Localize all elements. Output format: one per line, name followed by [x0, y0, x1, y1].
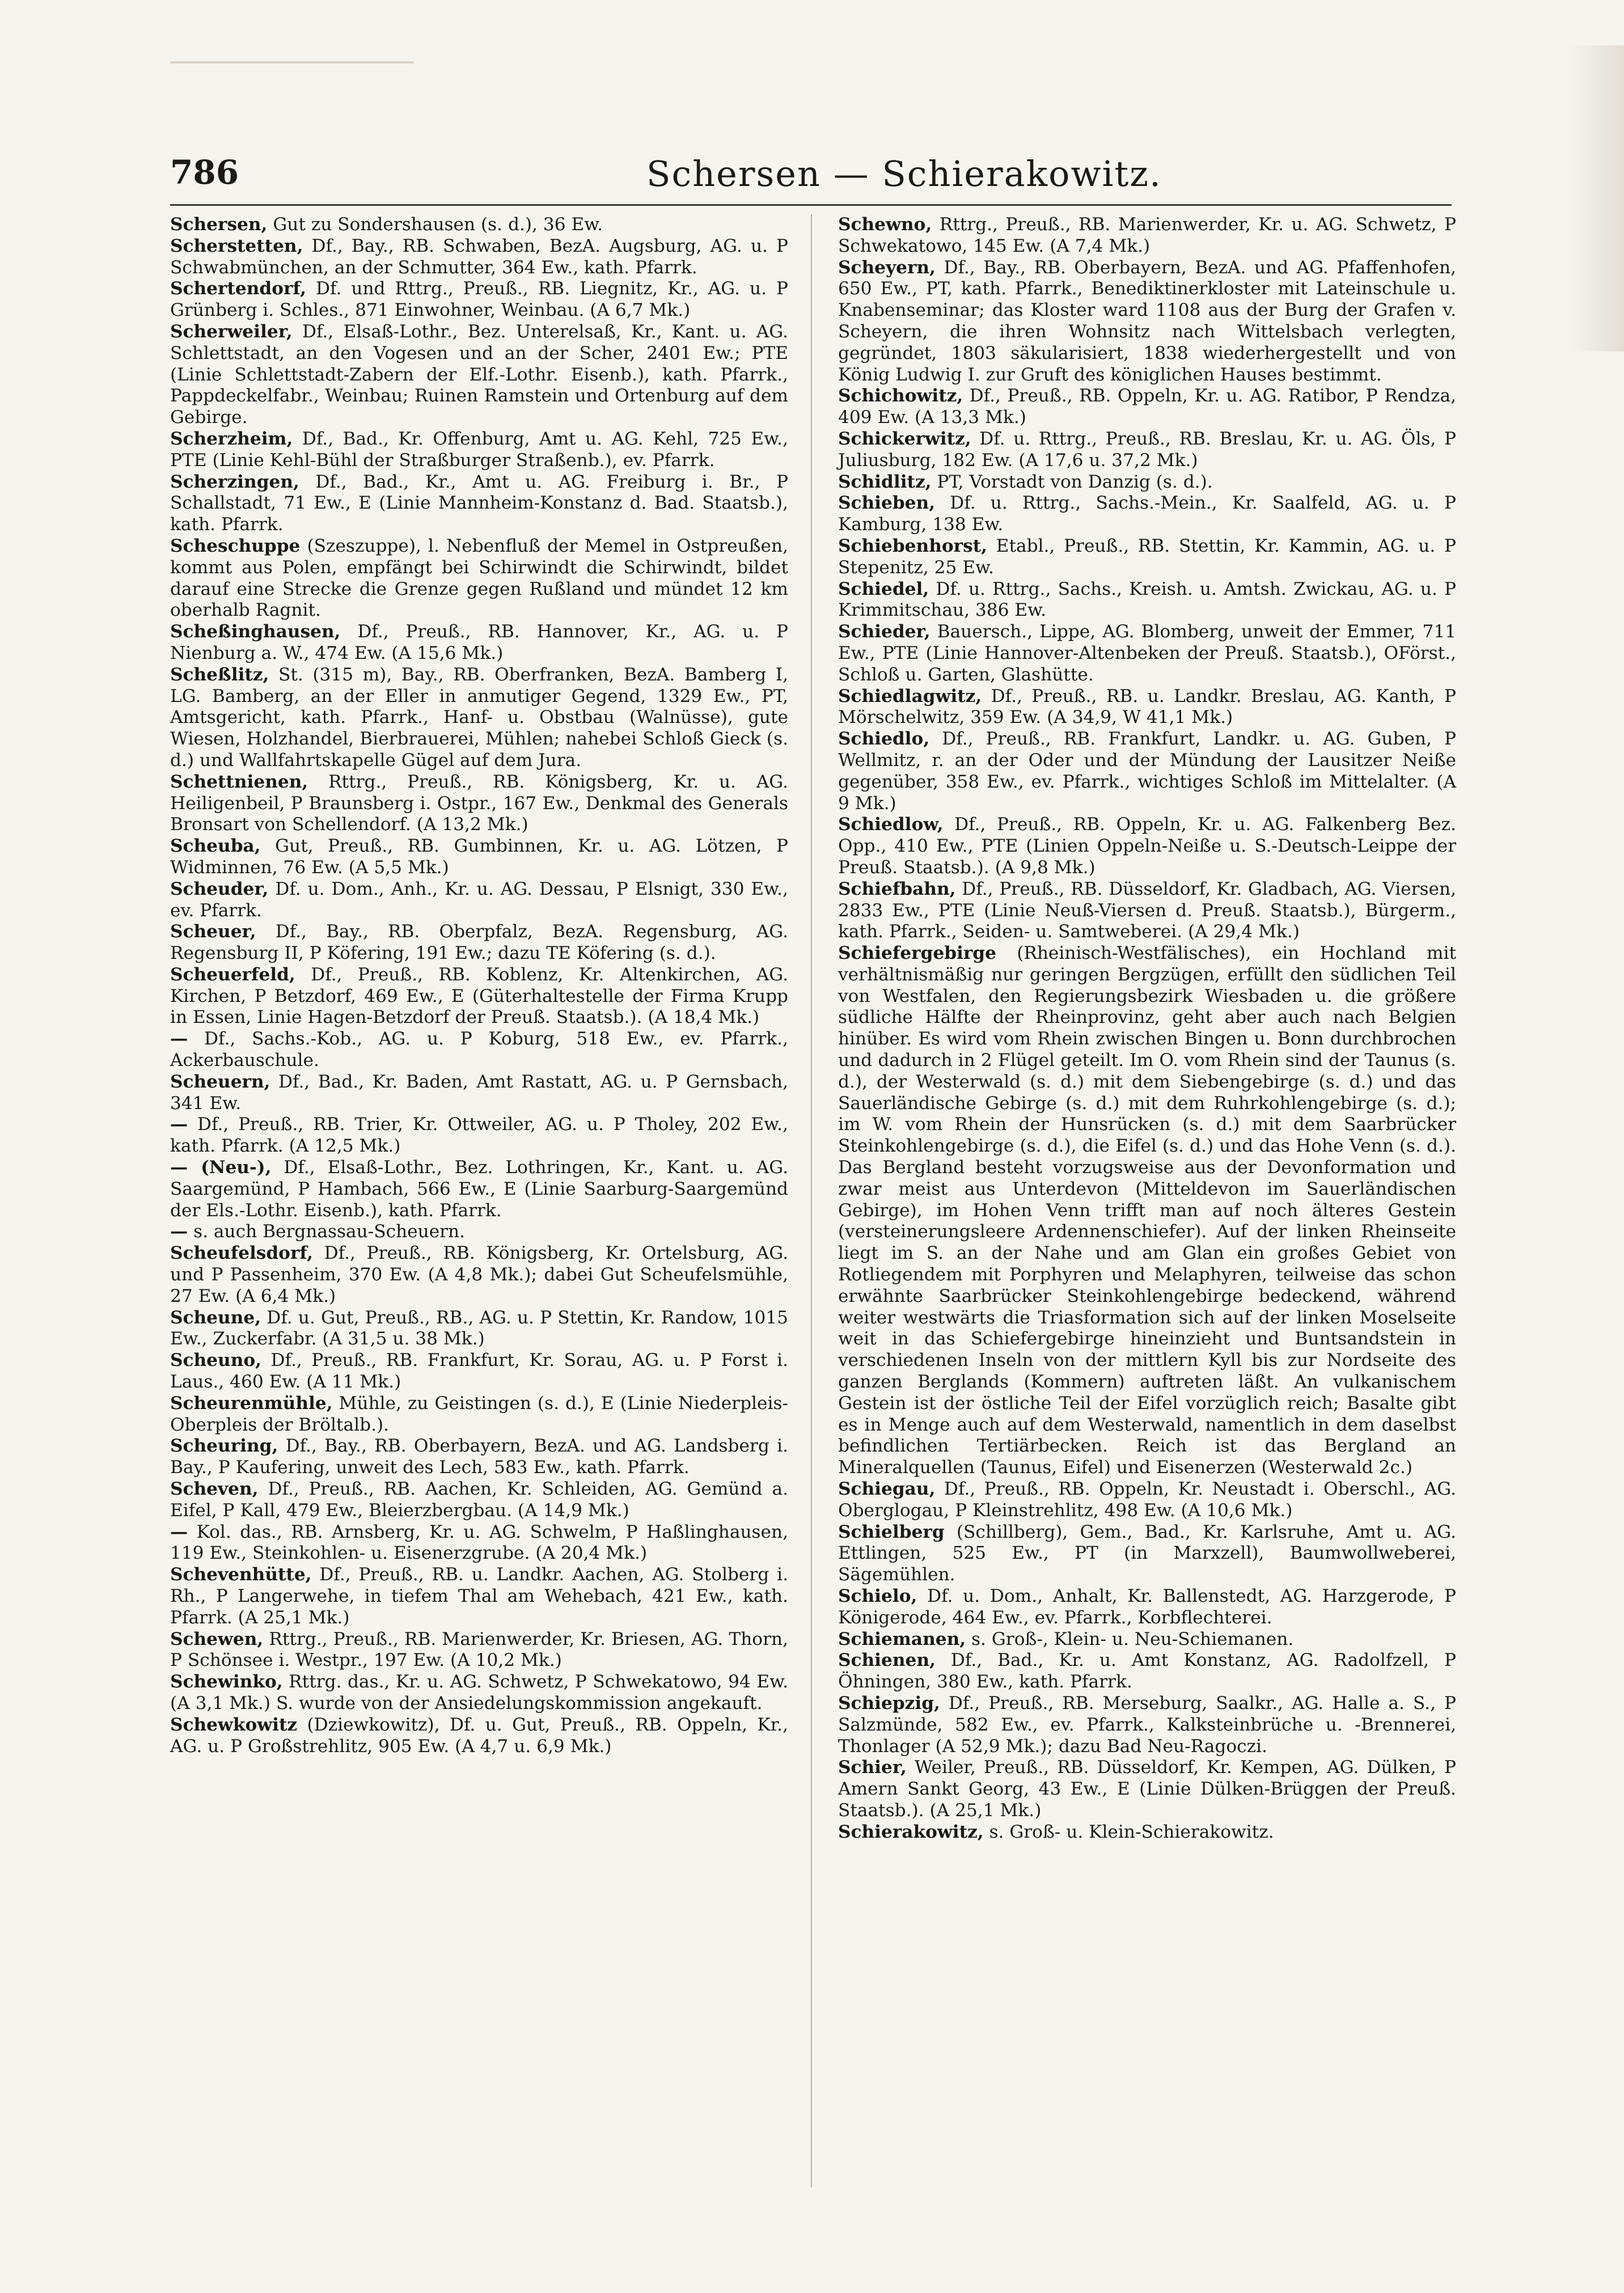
dictionary-entry: [170, 536, 788, 621]
dictionary-entry: [170, 1029, 788, 1072]
entry-text: Df., Preuß., RB. Frankfurt, Kr. Sorau, AG. u. P Forst i. Laus., 460 Ew. (A 11 Mk.): [170, 1350, 788, 1393]
dictionary-entry: [170, 1350, 788, 1393]
entry-text: Df., Bay., RB. Oberbayern, BezA. und AG. Landsberg i. Bay., P Kaufering, unweit des Lech, 583 Ew., kath. Pfarrk.: [170, 1436, 788, 1478]
entry-term: Scheuer,: [170, 921, 256, 942]
entry-text: Df., Preuß., RB. Trier, Kr. Ottweiler, AG. u. P Tholey, 202 Ew., kath. Pfarrk. (A 12,5 Mk.): [170, 1114, 788, 1157]
dictionary-entry: [838, 1479, 1456, 1522]
entry-text: Df., Elsaß-Lothr., Bez. Unterelsaß, Kr., Kant. u. AG. Schlettstadt, an den Vogesen und an der Scher, 2401 Ew.; PTE (Linie Schlettstadt-Zabern der Elf.-Lothr. Eisenb.), kath. Pfarrk., Pappdeckelfabr., Weinbau; Ruinen Ramstein und Ortenburg auf dem Gebirge.: [170, 321, 788, 428]
entry-text: Bauersch., Lippe, AG. Blomberg, unweit der Emmer, 711 Ew., PTE (Linie Hannover-Altenbeken der Preuß. Staatsb.), OFörst., Schloß u. Garten, Glashütte.: [838, 621, 1456, 685]
entry-term: Scheßinghausen,: [170, 621, 341, 642]
entry-text: Df. u. Rttrg., Preuß., RB. Breslau, Kr. u. AG. Öls, P Juliusburg, 182 Ew. (A 17,6 u. 37,2 Mk.): [838, 428, 1456, 471]
dictionary-entry: [838, 1629, 1456, 1651]
dictionary-entry: [170, 964, 788, 1029]
dictionary-entry: [838, 1757, 1456, 1821]
entry-text: Df., Preuß., RB. Koblenz, Kr. Altenkirchen, AG. Kirchen, P Betzdorf, 469 Ew., E (Güterhaltestelle der Firma Krupp in Essen, Linie Hagen-Betzdorf der Preuß. Staatsb.). (A 18,4 Mk.): [170, 964, 788, 1028]
dictionary-entry: [170, 1308, 788, 1351]
entry-term: — (Neu-),: [170, 1157, 272, 1178]
entry-text: Gut zu Sondershausen (s. d.), 36 Ew.: [267, 214, 603, 235]
dictionary-entry: [838, 1522, 1456, 1586]
entry-term: Schierakowitz,: [838, 1821, 984, 1842]
dictionary-entry: [170, 836, 788, 879]
entry-text: s. Groß- u. Klein-Schierakowitz.: [983, 1821, 1274, 1842]
dictionary-entry: [838, 386, 1456, 429]
entry-term: Schiedlow,: [838, 814, 944, 835]
entry-term: Schielo,: [838, 1586, 917, 1606]
entry-term: Schickerwitz,: [838, 428, 971, 449]
dictionary-entry: [838, 536, 1456, 579]
entry-term: Schiedlagwitz,: [838, 686, 982, 706]
entry-text: Df., Preuß., RB. Merseburg, Saalkr., AG. Halle a. S., P Salzmünde, 582 Ew., ev. Pfarrk., Kalksteinbrüche u. -Brennerei, Thonlager (A 52,9 Mk.); dazu Bad Neu-Ragoczi.: [838, 1693, 1456, 1757]
entry-text: Df. u. Rttrg., Sachs., Kreish. u. Amtsh. Zwickau, AG. u. P Krimmitschau, 386 Ew.: [838, 578, 1456, 621]
entry-term: Schichowitz,: [838, 386, 963, 407]
entry-term: Scherzingen,: [170, 471, 299, 492]
entry-term: Schienen,: [838, 1650, 936, 1671]
entry-term: Scheurenmühle,: [170, 1393, 333, 1414]
entry-term: Schiefbahn,: [838, 878, 956, 899]
entry-text: Gut, Preuß., RB. Gumbinnen, Kr. u. AG. Lötzen, P Widminnen, 76 Ew. (A 5,5 Mk.): [170, 836, 788, 878]
entry-term: Schertendorf,: [170, 278, 307, 299]
dictionary-entry: [170, 1114, 788, 1157]
entry-text: Df., Preuß., RB. Oppeln, Kr. u. AG. Ratibor, P Rendza, 409 Ew. (A 13,3 Mk.): [838, 386, 1456, 428]
entry-term: Scheuba,: [170, 836, 261, 857]
entry-term: Schiemanen,: [838, 1628, 966, 1649]
entry-term: Scheschuppe: [170, 535, 301, 556]
entry-term: Schewno,: [838, 214, 932, 235]
dictionary-entry: [170, 1221, 788, 1243]
entry-text: s. auch Bergnassau-Scheuern.: [188, 1221, 466, 1242]
entry-term: Schewkowitz: [170, 1714, 298, 1735]
entry-term: Schersen,: [170, 214, 268, 235]
dictionary-entry: [170, 1436, 788, 1479]
dictionary-entry: [838, 257, 1456, 386]
entry-term: Schier,: [838, 1757, 907, 1778]
dictionary-entry: [170, 1522, 788, 1565]
entry-term: Scheßlitz,: [170, 664, 269, 685]
entry-term: —: [170, 1221, 188, 1242]
entry-term: Scheuno,: [170, 1350, 262, 1371]
dictionary-entry: [170, 1564, 788, 1628]
entry-text: Df., Bad., Kr. Baden, Amt Rastatt, AG. u. P Gernsbach, 341 Ew.: [170, 1071, 788, 1114]
entry-term: Scheyern,: [838, 257, 936, 278]
dictionary-entry: [170, 879, 788, 922]
entry-term: Scherweiler,: [170, 321, 293, 342]
entry-term: Scherstetten,: [170, 235, 303, 256]
entry-term: Scheven,: [170, 1479, 259, 1500]
entry-text: Df., Preuß., RB. Königsberg, Kr. Ortelsburg, AG. und P Passenheim, 370 Ew. (A 4,8 Mk.); dabei Gut Scheufelsmühle, 27 Ew. (A 6,4 Mk.): [170, 1243, 788, 1306]
entry-term: —: [170, 1114, 188, 1135]
entry-term: Schieder,: [838, 621, 931, 642]
scan-page-edge: [1567, 45, 1624, 352]
column-divider: [811, 214, 812, 2188]
dictionary-entry: [170, 921, 788, 964]
entry-term: Scheuern,: [170, 1071, 270, 1092]
entry-text: Df., Bad., Kr., Amt u. AG. Freiburg i. Br., P Schallstadt, 71 Ew., E (Linie Mannheim-Konstanz d. Bad. Staatsb.), kath. Pfarrk.: [170, 471, 788, 535]
entry-text: Df., Preuß., RB. Oppeln, Kr. Neustadt i. Oberschl., AG. Oberglogau, P Kleinstrehlitz, 498 Ew. (A 10,6 Mk.): [838, 1479, 1456, 1521]
dictionary-entry: [838, 814, 1456, 878]
entry-text: Rttrg., Preuß., RB. Marienwerder, Kr. Briesen, AG. Thorn, P Schönsee i. Westpr., 197 Ew. (A 10,2 Mk.): [170, 1628, 788, 1671]
entry-term: Scheune,: [170, 1307, 261, 1328]
entry-text: St. (315 m), Bay., RB. Oberfranken, BezA. Bamberg I, LG. Bamberg, an der Eller in anmutiger Gegend, 1329 Ew., PT, Amtsgericht, kath. Pfarrk., Hanf- u. Obstbau (Walnüsse), gute Wiesen, Holzhandel, Bierbrauerei, Mühlen; nahebei Schloß Gieck (s. d.) und Wallfahrtskapelle Gügel auf dem Jura.: [170, 664, 788, 771]
entry-term: Schiebenhorst,: [838, 535, 987, 556]
dictionary-entry: [838, 1650, 1456, 1693]
entry-text: Df., Preuß., RB. u. Landkr. Aachen, AG. Stolberg i. Rh., P Langerwehe, in tiefem Thal am Wehebach, 421 Ew., kath. Pfarrk. (A 25,1 Mk.): [170, 1564, 788, 1628]
dictionary-entry: [170, 621, 788, 665]
entry-term: Schiepzig,: [838, 1693, 940, 1714]
entry-text: Df., Bay., RB. Oberpfalz, BezA. Regensburg, AG. Regensburg II, P Köfering, 191 Ew.; dazu TE Köfering (s. d.).: [170, 921, 788, 964]
entry-term: Schiedel,: [838, 578, 929, 599]
entry-text: Rttrg. das., Kr. u. AG. Schwetz, P Schwekatowo, 94 Ew. (A 3,1 Mk.) S. wurde von der Ansiedelungskommission angekauft.: [170, 1672, 788, 1714]
dictionary-entry: [170, 214, 788, 236]
dictionary-entry: [838, 1822, 1456, 1843]
dictionary-entry: [170, 1072, 788, 1115]
dictionary-entry: [838, 686, 1456, 729]
entry-term: Schettnienen,: [170, 771, 308, 792]
dictionary-entry: [838, 1586, 1456, 1629]
entry-text: Df., Preuß., RB. Oppeln, Kr. u. AG. Falkenberg Bez. Opp., 410 Ew., PTE (Linien Oppeln-Neiße u. S.-Deutsch-Leippe der Preuß. Staatsb.). (A 9,8 Mk.): [838, 814, 1456, 878]
entry-text: (Rheinisch-Westfälisches), ein Hochland mit verhältnismäßig nur geringen Bergzügen, erfüllt den südlichen Teil von Westfalen, den Regierungsbezirk Wiesbaden u. die größere südliche Hälfte der Rheinprovinz, geht aber auch nach Belgien hinüber. Es wird vom Rhein zwischen Bingen u. Bonn durchbrochen und dadurch in 2 Flügel geteilt. Im O. vom Rhein sind der Taunus (s. d.), der Westerwald (s. d.) mit dem Siebengebirge (s. d.) und das Sauerländische Gebirge (s. d.) mit dem Ruhrkohlengebirge (s. d.); im W. vom Rhein der Hunsrücken (s. d.) mit dem Saarbrücker Steinkohlengebirge (s. d.), die Eifel (s. d.) und das Hohe Venn (s. d.). Das Bergland besteht vorzugsweise aus der Devonformation und zwar meist aus Unterdevon (Mitteldevon im Sauerländischen Gebirge), im Hohen Venn trifft man auf noch älteres Gestein (versteinerungsleere Ardennenschiefer). Auf der linken Rheinseite liegt im S. an der Nahe und am Glan ein großes Gebiet von Rotliegendem mit Porphyren und Melaphyren, teilweise das schon erwähnte Saarbrücker Steinkohlengebirge bedeckend, während weiter westwärts die Triasformation sich auf der linken Moselseite weit in das Schiefergebirge hineinzieht und Buntsandstein in verschiedenen Inseln von der mittlern Kyll bis zur Nordseite des ganzen Berglands (Kommern) auftreten läßt. An vulkanischem Gestein ist der östliche Teil der Eifel vorzüglich reich; Basalte gibt es in Menge auch auf dem Westerwald, namentlich in dem daselbst befindlichen Tertiärbecken. Reich ist das Bergland an Mineralquellen (Taunus, Eifel) und Eisenerzen (Westerwald 2c.): [838, 943, 1456, 1478]
entry-text: s. Groß-, Klein- u. Neu-Schiemanen.: [966, 1628, 1294, 1649]
dictionary-entry: [170, 429, 788, 472]
dictionary-entry: [170, 236, 788, 279]
entry-text: (Dziewkowitz), Df. u. Gut, Preuß., RB. Oppeln, Kr., AG. u. P Großstrehlitz, 905 Ew. (A 4,7 u. 6,9 Mk.): [170, 1714, 788, 1757]
header-rule: [170, 204, 1452, 206]
dictionary-entry: [170, 321, 788, 429]
entry-text: Df. u. Gut, Preuß., RB., AG. u. P Stettin, Kr. Randow, 1015 Ew., Zuckerfabr. (A 31,5 u. 38 Mk.): [170, 1307, 788, 1349]
dictionary-entry: [838, 214, 1456, 257]
entry-text: Df., Elsaß-Lothr., Bez. Lothringen, Kr., Kant. u. AG. Saargemünd, P Hambach, 566 Ew., E (Linie Saarburg-Saargemünd der Els.-Lothr. Eisenb.), kath. Pfarrk.: [170, 1157, 788, 1221]
dictionary-entry: [838, 621, 1456, 686]
entry-text: Mühle, zu Geistingen (s. d.), E (Linie Niederpleis-Oberpleis der Bröltalb.).: [170, 1393, 788, 1435]
entry-text: Weiler, Preuß., RB. Düsseldorf, Kr. Kempen, AG. Dülken, P Amern Sankt Georg, 43 Ew., E (Linie Dülken-Brüggen der Preuß. Staatsb.). (A 25,1 Mk.): [838, 1757, 1456, 1821]
dictionary-entry: [170, 1393, 788, 1436]
dictionary-entry: [170, 278, 788, 321]
entry-text: Df., Preuß., RB. Aachen, Kr. Schleiden, AG. Gemünd a. Eifel, P Kall, 479 Ew., Bleierzbergbau. (A 14,9 Mk.): [170, 1479, 788, 1521]
dictionary-entry: [170, 1715, 788, 1758]
entry-text: Df., Preuß., RB. Düsseldorf, Kr. Gladbach, AG. Viersen, 2833 Ew., PTE (Linie Neuß-Viersen d. Preuß. Staatsb.), Bürgerm., kath. Pfarrk., Seiden- u. Samtweberei. (A 29,4 Mk.): [838, 878, 1456, 942]
dictionary-entry: [838, 472, 1456, 493]
entry-text: Df., Bad., Kr. Offenburg, Amt u. AG. Kehl, 725 Ew., PTE (Linie Kehl-Bühl der Straßburger Straßenb.), ev. Pfarrk.: [170, 428, 788, 471]
entry-text: Kol. das., RB. Arnsberg, Kr. u. AG. Schwelm, P Haßlinghausen, 119 Ew., Steinkohlen- u. Eisenerzgrube. (A 20,4 Mk.): [170, 1521, 788, 1564]
entry-text: Df. u. Dom., Anh., Kr. u. AG. Dessau, P Elsnigt, 330 Ew., ev. Pfarrk.: [170, 878, 788, 921]
scan-artifact: [170, 61, 414, 64]
entry-text: Df., Preuß., RB. Hannover, Kr., AG. u. P Nienburg a. W., 474 Ew. (A 15,6 Mk.): [170, 621, 788, 663]
entry-term: Scherzheim,: [170, 428, 293, 449]
entry-text: Df. u. Rttrg., Sachs.-Mein., Kr. Saalfeld, AG. u. P Kamburg, 138 Ew.: [838, 493, 1456, 535]
entry-text: Rttrg., Preuß., RB. Königsberg, Kr. u. AG. Heiligenbeil, P Braunsberg i. Ostpr., 167 Ew., Denkmal des Generals Bronsart von Schellendorf. (A 13,2 Mk.): [170, 771, 788, 835]
entry-term: Scheuring,: [170, 1436, 278, 1457]
entry-term: Schewen,: [170, 1628, 264, 1649]
entry-term: Scheuerfeld,: [170, 964, 295, 985]
entry-term: —: [170, 1521, 188, 1542]
dictionary-entry: [170, 772, 788, 836]
entry-text: Etabl., Preuß., RB. Stettin, Kr. Kammin, AG. u. P Stepenitz, 25 Ew.: [838, 535, 1456, 578]
entry-term: Scheufelsdorf,: [170, 1243, 313, 1264]
dictionary-entry: [170, 665, 788, 772]
entry-text: Df., Preuß., RB. u. Landkr. Breslau, AG. Kanth, P Mörschelwitz, 359 Ew. (A 34,9, W 41,1 Mk.): [838, 686, 1456, 728]
entry-term: Schiegau,: [838, 1479, 936, 1500]
dictionary-entry: [170, 1157, 788, 1221]
entry-term: Schieben,: [838, 493, 936, 514]
dictionary-entry: [838, 943, 1456, 1479]
entry-text: Df., Bay., RB. Schwaben, BezA. Augsburg, AG. u. P Schwabmünchen, an der Schmutter, 364 Ew., kath. Pfarrk.: [170, 235, 788, 278]
entry-term: Schielberg: [838, 1521, 945, 1542]
dictionary-entry: [838, 729, 1456, 814]
dictionary-entry: [838, 493, 1456, 536]
dictionary-entry: [838, 579, 1456, 622]
entry-term: Scheuder,: [170, 878, 269, 899]
dictionary-entry: [170, 1672, 788, 1715]
entry-term: —: [170, 1029, 188, 1050]
running-head: Schersen — Schierakowitz.: [646, 153, 1162, 194]
entry-text: Df., Preuß., RB. Frankfurt, Landkr. u. AG. Guben, P Wellmitz, r. an der Oder und der Mündung der Lausitzer Neiße gegenüber, 358 Ew., ev. Pfarrk., wichtiges Schloß im Mittelalter. (A 9 Mk.): [838, 729, 1456, 814]
entry-term: Schidlitz,: [838, 471, 932, 492]
entry-term: Schewinko,: [170, 1672, 283, 1693]
entry-term: Schevenhütte,: [170, 1564, 312, 1585]
entry-text: Df., Bay., RB. Oberbayern, BezA. und AG. Pfaffenhofen, 650 Ew., PT, kath. Pfarrk., Benediktinerkloster mit Lateinschule u. Knabenseminar; das Kloster ward 1108 aus der Burg der Grafen v. Scheyern, die ihren Wohnsitz nach Wittelsbach verlegten, gegründet, 1803 säkularisiert, 1838 wiederhergestellt und von König Ludwig I. zur Gruft des königlichen Hauses bestimmt.: [838, 257, 1456, 385]
dictionary-entry: [170, 1479, 788, 1522]
entry-text: Df., Bad., Kr. u. Amt Konstanz, AG. Radolfzell, P Öhningen, 380 Ew., kath. Pfarrk.: [838, 1650, 1456, 1693]
entry-text: (Schillberg), Gem., Bad., Kr. Karlsruhe, Amt u. AG. Ettlingen, 525 Ew., PT (in Marxzell), Baumwollweberei, Sägemühlen.: [838, 1521, 1456, 1585]
dictionary-entry: [838, 879, 1456, 943]
right-column: [838, 214, 1456, 1843]
dictionary-entry: [170, 1629, 788, 1672]
dictionary-entry: [838, 1693, 1456, 1757]
entry-text: Rttrg., Preuß., RB. Marienwerder, Kr. u. AG. Schwetz, P Schwekatowo, 145 Ew. (A 7,4 Mk.): [838, 214, 1456, 256]
entry-text: Df. u. Dom., Anhalt, Kr. Ballenstedt, AG. Harzgerode, P Königerode, 464 Ew., ev. Pfarrk., Korbflechterei.: [838, 1586, 1456, 1628]
dictionary-entry: [170, 472, 788, 536]
entry-term: Schiedlo,: [838, 729, 930, 750]
dictionary-entry: [838, 429, 1456, 472]
dictionary-entry: [170, 1243, 788, 1307]
entry-text: Df. und Rttrg., Preuß., RB. Liegnitz, Kr., AG. u. P Grünberg i. Schles., 871 Einwohner, Weinbau. (A 6,7 Mk.): [170, 278, 788, 321]
page-number: 786: [170, 153, 239, 192]
entry-text: Df., Sachs.-Kob., AG. u. P Koburg, 518 Ew., ev. Pfarrk., Ackerbauschule.: [170, 1029, 788, 1071]
entry-term: Schiefergebirge: [838, 943, 996, 964]
left-column: [170, 214, 788, 1757]
entry-text: (Szeszuppe), l. Nebenfluß der Memel in Ostpreußen, kommt aus Polen, empfängt bei Schirwindt die Schirwindt, bildet darauf eine Strecke die Grenze gegen Rußland und mündet 12 km oberhalb Ragnit.: [170, 535, 788, 621]
entry-text: PT, Vorstadt von Danzig (s. d.).: [931, 471, 1213, 492]
